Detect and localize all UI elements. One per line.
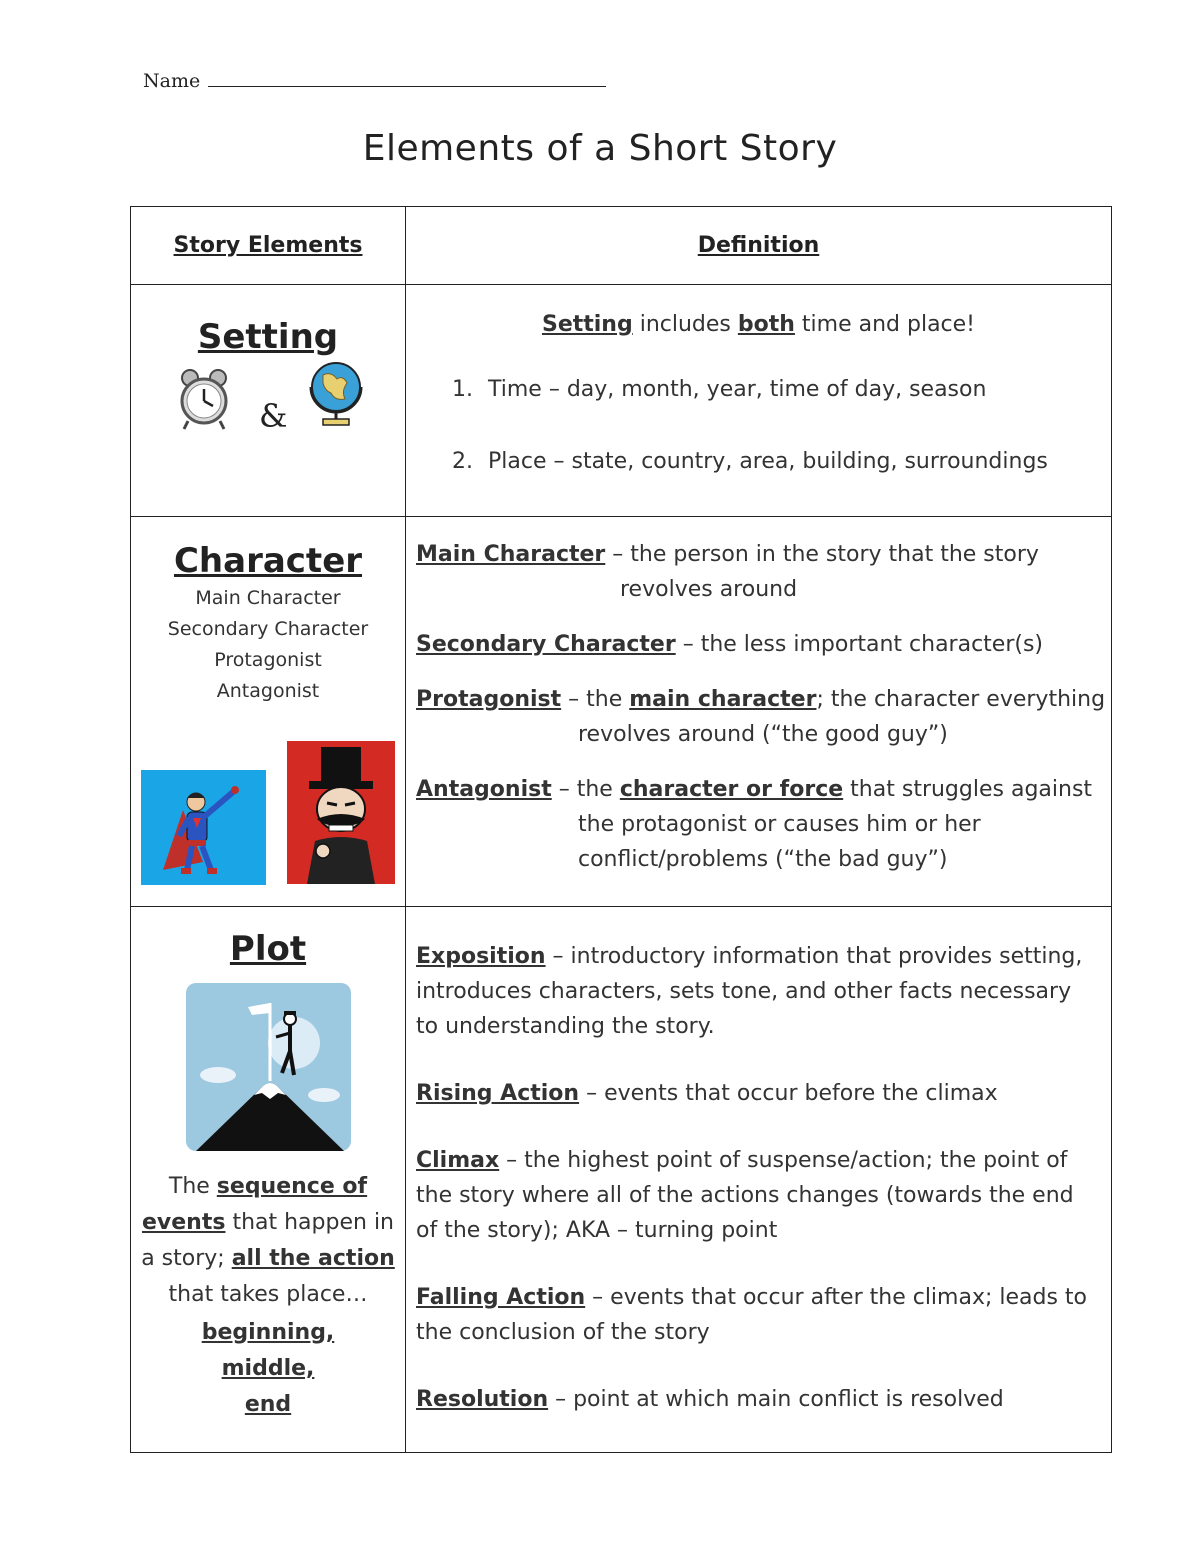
def-text: – the person in the story that the story <box>605 542 1039 567</box>
def-main-character <box>416 537 1111 607</box>
def-text: – the less important character(s) <box>675 632 1044 657</box>
villain-image <box>287 741 395 884</box>
plot-cell <box>131 907 406 1453</box>
setting-intro-text1: includes <box>632 312 738 337</box>
term: Falling Action <box>416 1285 586 1310</box>
term: Antagonist <box>416 777 552 802</box>
desc-text: that takes place… <box>168 1282 368 1307</box>
header-row <box>131 207 1112 285</box>
def-antagonist <box>416 772 1111 877</box>
setting-intro-text2: time and place! <box>794 312 976 337</box>
superhero-image <box>141 770 266 885</box>
mountain-climber-image <box>186 983 351 1151</box>
def-rising-action <box>416 1076 1099 1111</box>
def-text: – the <box>561 687 630 712</box>
desc-text: that happen in a story; <box>141 1210 394 1271</box>
def-text: – introductory information that provides setting, introduces characters, sets tone, and other facts necessary to understanding the story. <box>416 944 1083 1039</box>
setting-item-time <box>406 372 1111 407</box>
name-blank-line[interactable] <box>208 70 606 87</box>
emphasis: end <box>244 1392 292 1417</box>
def-secondary-character <box>416 627 1111 662</box>
def-protagonist <box>416 682 1111 752</box>
plot-title: Plot <box>229 929 307 969</box>
name-label: Name <box>143 70 201 92</box>
list-item: Secondary Character <box>167 618 369 640</box>
col-header-definition: Definition <box>406 207 1112 285</box>
story-elements-table <box>130 206 1112 1453</box>
character-type-list <box>131 583 405 707</box>
def-text-cont: revolves around <box>620 577 798 602</box>
def-text: – the highest point of suspense/action; the point of the story where all of the actions changes (towards the end of the story); AKA – turning point <box>416 1148 1074 1243</box>
emphasis: main character <box>629 687 817 712</box>
def-text-cont: revolves around (“the good guy”) <box>578 722 948 747</box>
term: Secondary Character <box>416 632 676 657</box>
emphasis: all the action <box>231 1246 395 1271</box>
term: Main Character <box>416 542 606 567</box>
setting-cell <box>131 285 406 517</box>
list-item: Main Character <box>195 587 341 609</box>
list-number: 2. <box>452 449 473 474</box>
emphasis: middle, <box>221 1356 315 1381</box>
list-number: 1. <box>452 377 473 402</box>
name-field[interactable] <box>143 70 606 92</box>
def-text: that struggles against <box>843 777 1093 802</box>
def-falling-action <box>416 1280 1099 1350</box>
emphasis: sequence of events <box>141 1174 368 1235</box>
setting-term: Setting <box>541 312 633 337</box>
col-header-elements: Story Elements <box>131 207 406 285</box>
setting-title: Setting <box>197 317 339 357</box>
character-row <box>131 517 1112 907</box>
plot-description <box>131 1169 405 1423</box>
term: Exposition <box>416 944 546 969</box>
term: Protagonist <box>416 687 562 712</box>
plot-definitions <box>406 907 1112 1453</box>
character-cell <box>131 517 406 907</box>
def-text-cont: conflict/problems (“the bad guy”) <box>578 847 948 872</box>
list-item: Antagonist <box>216 680 320 702</box>
ampersand: & <box>259 397 288 435</box>
setting-row <box>131 285 1112 517</box>
def-text: – the <box>551 777 620 802</box>
def-resolution <box>416 1382 1099 1417</box>
setting-item-place <box>406 444 1111 479</box>
def-climax <box>416 1143 1099 1248</box>
term: Rising Action <box>416 1081 580 1106</box>
page-title: Elements of a Short Story <box>362 128 838 169</box>
list-item: Time – day, month, year, time of day, season <box>488 377 987 402</box>
setting-intro <box>406 307 1111 342</box>
def-text-cont: the protagonist or causes him or her <box>578 812 981 837</box>
emphasis: beginning, <box>201 1320 335 1345</box>
globe-icon <box>303 357 369 429</box>
desc-text: The <box>168 1174 217 1199</box>
setting-both: both <box>737 312 795 337</box>
emphasis: character or force <box>619 777 844 802</box>
list-item: Protagonist <box>214 649 322 671</box>
setting-definition <box>406 285 1112 517</box>
plot-row <box>131 907 1112 1453</box>
def-text: – events that occur before the climax <box>579 1081 998 1106</box>
term: Resolution <box>416 1387 549 1412</box>
def-text: – point at which main conflict is resolved <box>548 1387 1004 1412</box>
def-text: – events that occur after the climax; leads to the conclusion of the story <box>416 1285 1088 1345</box>
character-definitions <box>406 517 1112 907</box>
term: Climax <box>416 1148 500 1173</box>
character-title: Character <box>173 541 363 581</box>
def-text: ; the character everything <box>816 687 1106 712</box>
list-item: Place – state, country, area, building, surroundings <box>488 449 1048 474</box>
alarm-clock-icon <box>176 369 232 431</box>
def-exposition <box>416 939 1099 1044</box>
